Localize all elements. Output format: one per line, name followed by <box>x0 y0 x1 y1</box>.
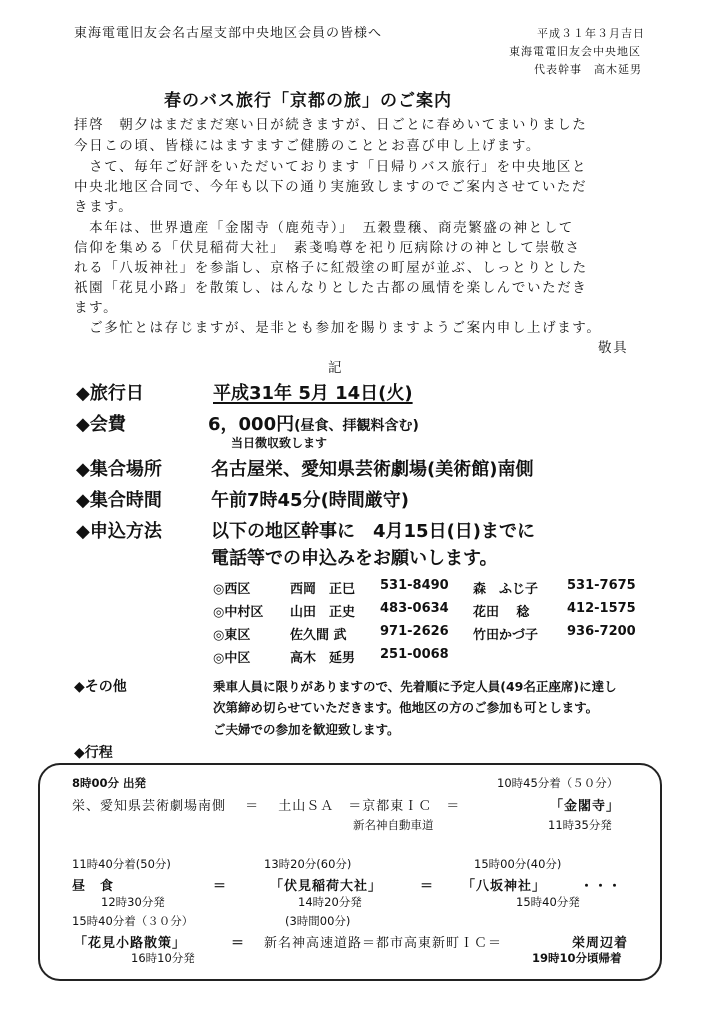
contact-name: 山田 正史 <box>290 605 356 620</box>
contact-name: 高木 延男 <box>290 651 356 666</box>
itinerary-highway: 新名神自動車道 <box>353 818 434 832</box>
itinerary-label: ◆行程 <box>74 745 113 761</box>
contact-tel: 531-7675 <box>567 578 636 593</box>
itinerary-stop-sakae: 栄周辺着 <box>572 936 629 951</box>
itinerary-duration: (3時間00分) <box>285 914 351 928</box>
contact-district: ◎東区 <box>213 628 251 643</box>
letter-line: 信仰を集める「伏見稲荷大社」 素戔嗚尊を祀り厄病除けの神として崇敬さ <box>74 240 581 256</box>
apply-line-1: 以下の地区幹事に 4月15日(日)までに <box>211 521 536 542</box>
sender-name: 代表幹事 高木延男 <box>534 63 642 76</box>
meeting-place: 名古屋栄、愛知県芸術劇場(美術館)南側 <box>211 459 534 480</box>
contact-district: ◎中区 <box>213 651 251 666</box>
letter-line: 中央北地区合同で、今年も以下の通り実施致しますのでご案内させていただ <box>74 179 588 195</box>
letter-line: 拝啓 朝夕はまだまだ寒い日が続きますが、日ごとに春めいてまいりました <box>74 117 588 133</box>
itinerary-arrive-time: 10時45分着（５０分） <box>497 776 619 790</box>
meeting-time-label: ◆集合時間 <box>76 490 162 511</box>
contact-name: 佐久間 武 <box>290 628 347 643</box>
contact-name: 竹田かづ子 <box>473 628 539 643</box>
apply-line-2: 電話等での申込みをお願いします。 <box>211 548 498 569</box>
itinerary-route: 新名神高速道路＝都市高東新町ＩＣ＝ <box>264 936 503 951</box>
letter-date: 平成３１年３月吉日 <box>537 27 645 40</box>
letter-line: ご多忙とは存じますが、是非とも参加を賜りますようご案内申し上げます。 <box>74 320 602 336</box>
itinerary-route: 栄、愛知県芸術劇場南側 ＝ 土山ＳＡ ＝京都東ＩＣ ＝ <box>72 799 461 814</box>
sender-org: 東海電電旧友会中央地区 <box>509 45 641 58</box>
meeting-place-label: ◆集合場所 <box>76 459 162 480</box>
itinerary-stop-fushimi-inari: 「伏見稲荷大社」 <box>270 879 383 894</box>
itinerary-arrive-time: 11時40分着(50分) <box>72 857 171 871</box>
letter-line: 祇園「花見小路」を散策し、はんなりとした古都の風情を楽しんでいただき <box>74 280 588 296</box>
contact-tel: 412-1575 <box>567 601 636 616</box>
itinerary-arrive-time: 15時00分(40分) <box>474 857 562 871</box>
contact-tel: 971-2626 <box>380 624 449 639</box>
itinerary-connector: ＝ <box>420 879 435 894</box>
letter-line: ます。 <box>74 300 119 316</box>
itinerary-depart-time: 16時10分発 <box>131 951 195 965</box>
itinerary-connector: ＝ <box>231 936 246 951</box>
fee-value: 6，000円 <box>208 414 295 435</box>
contact-district: ◎西区 <box>213 582 251 597</box>
closing: 敬具 <box>598 340 629 356</box>
itinerary-return-time: 19時10分頃帰着 <box>532 951 622 965</box>
itinerary-stop-kinkakuji: 「金閣寺」 <box>550 799 621 814</box>
letter-line: 今日この頃、皆様にはますますご健勝のこととお喜び申し上げます。 <box>74 138 542 154</box>
contact-tel: 936-7200 <box>567 624 636 639</box>
letter-line: れる「八坂神社」を参詣し、京格子に紅殻塗の町屋が並ぶ、しっとりとした <box>74 260 588 276</box>
itinerary-depart-time: 12時30分発 <box>101 895 165 909</box>
fee-label: ◆会費 <box>76 414 126 435</box>
contact-name: 花田 稔 <box>473 605 530 620</box>
contact-name: 西岡 正巳 <box>290 582 356 597</box>
meeting-time: 午前7時45分(時間厳守) <box>211 490 410 511</box>
itinerary-depart-time: 11時35分発 <box>548 818 612 832</box>
contact-tel: 483-0634 <box>380 601 449 616</box>
contact-district: ◎中村区 <box>213 605 264 620</box>
letter-line: 本年は、世界遺産「金閣寺（鹿苑寺）」 五穀豊穣、商売繁盛の神として <box>74 220 574 236</box>
itinerary-arrive-time: 15時40分着（３０分） <box>72 914 194 928</box>
trip-date: 平成31年 5月 14日(火) <box>213 383 413 404</box>
fee-sub: 当日徴収致します <box>231 436 328 450</box>
itinerary-stop-yasaka: 「八坂神社」 <box>462 879 547 894</box>
itinerary-stop-hanamikoji: 「花見小路散策」 <box>74 936 187 951</box>
date-label: ◆旅行日 <box>76 383 144 404</box>
itinerary-stop-lunch: 昼 食 <box>72 879 115 894</box>
apply-label: ◆申込方法 <box>76 521 162 542</box>
itinerary-ellipsis: ・・・ <box>580 879 623 894</box>
fee-block <box>208 410 419 436</box>
other-line: ご夫婦での参加を歓迎致します。 <box>213 722 400 737</box>
contact-tel: 251-0068 <box>380 647 449 662</box>
itinerary-depart-time: 8時00分 出発 <box>72 776 147 790</box>
itinerary-arrive-time: 13時20分(60分) <box>264 857 352 871</box>
fee-note: (昼食、拝観料含む) <box>294 418 419 434</box>
other-line: 次第締め切らせていただきます。他地区の方のご参加も可とします。 <box>213 700 599 715</box>
itinerary-depart-time: 14時20分発 <box>298 895 362 909</box>
contact-tel: 531-8490 <box>380 578 449 593</box>
itinerary-depart-time: 15時40分発 <box>516 895 580 909</box>
letter-line: さて、毎年ご好評をいただいております「日帰りバス旅行」を中央地区と <box>74 159 588 175</box>
other-label: ◆その他 <box>74 679 127 695</box>
addressee: 東海電電旧友会名古屋支部中央地区会員の皆様へ <box>74 26 383 41</box>
itinerary-connector: ＝ <box>213 879 228 894</box>
ki-marker: 記 <box>328 360 344 376</box>
other-line: 乗車人員に限りがありますので、先着順に予定人員(49名正座席)に達し <box>213 679 617 694</box>
page-title: 春のバス旅行「京都の旅」のご案内 <box>164 91 452 111</box>
letter-line: きます。 <box>74 199 134 215</box>
contact-name: 森 ふじ子 <box>473 582 539 597</box>
